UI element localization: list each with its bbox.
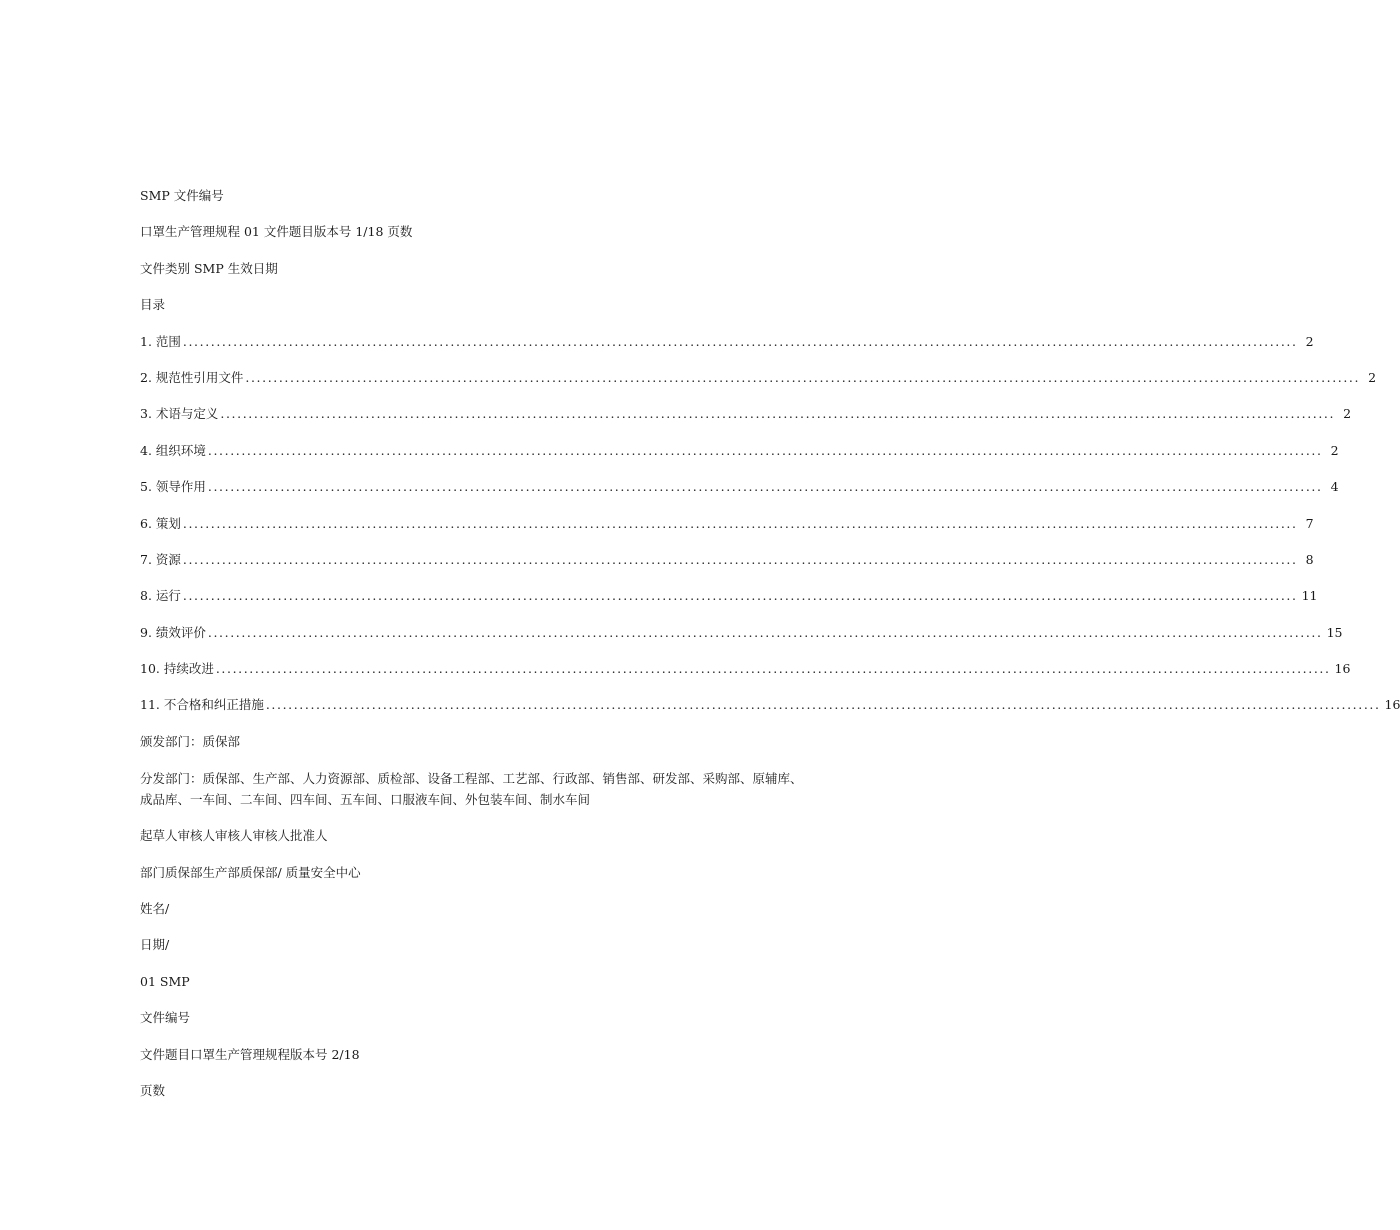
document-page [140, 186, 1400, 1117]
toc-leader-dots: ........................................................................................................................................................................................................ [182, 551, 1298, 567]
toc-title: 目录 [140, 297, 166, 313]
toc-item-page: 16 [1334, 661, 1351, 677]
toc-item-label: 3. 术语与定义 [140, 406, 219, 422]
toc-item-page: 2 [1330, 442, 1339, 458]
toc-item-page: 16 [1384, 697, 1400, 713]
toc-item-page: 8 [1305, 551, 1314, 567]
toc-item-label: 5. 领导作用 [140, 479, 206, 495]
toc-leader-dots: ........................................................................................................................................................................................................ [220, 406, 1336, 422]
toc-item[interactable] [140, 441, 1339, 461]
page2-page-count: 页数 [140, 1082, 166, 1098]
toc-item-label: 9. 绩效评价 [140, 624, 206, 640]
page2-doc-number: 文件编号 [140, 1010, 191, 1026]
toc-item-label: 2. 规范性引用文件 [140, 369, 244, 385]
toc-item[interactable] [140, 368, 1377, 388]
toc-item[interactable] [140, 550, 1314, 570]
toc-item-page: 15 [1326, 624, 1343, 640]
approval-date: 日期/ [140, 937, 170, 953]
toc-item[interactable] [140, 623, 1343, 643]
toc-leader-dots: ........................................................................................................................................................................................................ [207, 442, 1323, 458]
toc-leader-dots: ........................................................................................................................................................................................................ [182, 588, 1298, 604]
toc-item-label: 7. 资源 [140, 551, 181, 567]
approval-departments: 部门质保部生产部质保部/ 质量安全中心 [140, 864, 361, 880]
toc-leader-dots: ........................................................................................................................................................................................................ [207, 479, 1323, 495]
doc-number-line: SMP 文件编号 [140, 188, 224, 203]
toc-item-label: 11. 不合格和纠正措施 [140, 697, 264, 713]
toc-item[interactable] [140, 477, 1339, 497]
toc-leader-dots: ........................................................................................................................................................................................................ [245, 369, 1361, 385]
toc-item-page: 4 [1330, 479, 1339, 495]
toc-item[interactable] [140, 586, 1318, 606]
toc-item[interactable] [140, 514, 1314, 534]
toc-item-page: 11 [1301, 588, 1318, 604]
toc-item-label: 4. 组织环境 [140, 442, 206, 458]
toc-item[interactable] [140, 695, 1400, 715]
toc-leader-dots: ........................................................................................................................................................................................................ [265, 697, 1381, 713]
toc-item[interactable] [140, 404, 1352, 424]
toc-item-page: 2 [1368, 369, 1377, 385]
toc-item[interactable] [140, 332, 1314, 352]
toc-item-label: 6. 策划 [140, 515, 181, 531]
toc-item-label: 10. 持续改进 [140, 661, 214, 677]
doc-title-line: 口罩生产管理规程 01 文件题目版本号 1/18 页数 [140, 224, 413, 240]
toc-item-page: 2 [1343, 406, 1352, 422]
distribution-departments: 分发部门：质保部、生产部、人力资源部、质检部、设备工程部、工艺部、行政部、销售部、研发部、采购部、原辅库、成品库、一车间、二车间、四车间、五车间、口服液车间、外包装车间、制水车间 [140, 771, 803, 808]
page2-version-line: 01 SMP [140, 973, 190, 989]
toc-item-page: 2 [1305, 333, 1314, 349]
toc-leader-dots: ........................................................................................................................................................................................................ [182, 515, 1298, 531]
toc-item-page: 7 [1305, 515, 1314, 531]
approval-name: 姓名/ [140, 901, 170, 917]
toc-item[interactable] [140, 659, 1351, 679]
toc-list [140, 332, 1400, 716]
issuing-department: 颁发部门：质保部 [140, 733, 241, 749]
doc-category-line: 文件类别 SMP 生效日期 [140, 260, 278, 276]
toc-leader-dots: ........................................................................................................................................................................................................ [215, 661, 1331, 677]
toc-item-label: 8. 运行 [140, 588, 181, 604]
toc-item-label: 1. 范围 [140, 333, 181, 349]
toc-leader-dots: ........................................................................................................................................................................................................ [207, 624, 1323, 640]
page2-doc-title: 文件题目口罩生产管理规程版本号 2/18 [140, 1046, 360, 1062]
approval-roles: 起草人审核人审核人审核人批准人 [140, 828, 328, 844]
toc-leader-dots: ........................................................................................................................................................................................................ [182, 333, 1298, 349]
